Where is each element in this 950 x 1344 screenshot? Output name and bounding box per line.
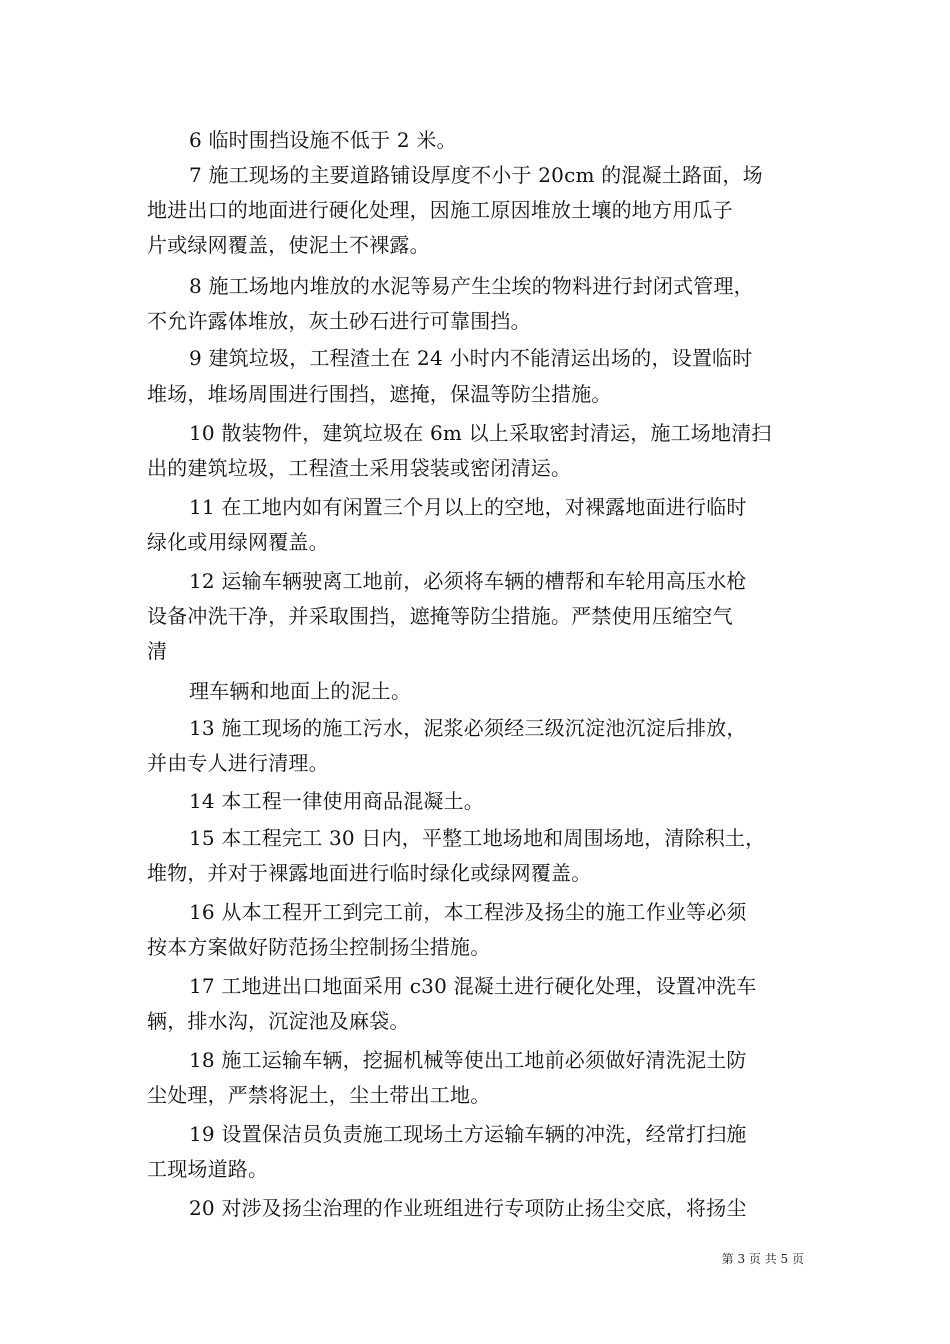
- paragraph-line: 12 运输车辆驶离工地前，必须将车辆的槽帮和车轮用高压水枪: [189, 569, 747, 593]
- paragraph-line: 14 本工程一律使用商品混凝土。: [189, 789, 485, 813]
- paragraph-line: 堆物，并对于裸露地面进行临时绿化或绿网覆盖。: [147, 861, 592, 885]
- paragraph-line: 6 临时围挡设施不低于 2 米。: [189, 128, 457, 152]
- paragraph-line: 18 施工运输车辆，挖掘机械等使出工地前必须做好清洗泥土防: [189, 1048, 747, 1072]
- paragraph-line: 19 设置保洁员负责施工现场土方运输车辆的冲洗，经常打扫施: [189, 1122, 747, 1146]
- paragraph-line: 设备冲洗干净，并采取围挡，遮掩等防尘措施。严禁使用压缩空气: [147, 604, 733, 628]
- paragraph-line: 辆，排水沟，沉淀池及麻袋。: [147, 1009, 410, 1033]
- paragraph-line: 堆场，堆场周围进行围挡，遮掩，保温等防尘措施。: [147, 382, 612, 406]
- paragraph-line: 11 在工地内如有闲置三个月以上的空地，对裸露地面进行临时: [189, 495, 747, 519]
- paragraph-line: 尘处理，严禁将泥土，尘土带出工地。: [147, 1083, 491, 1107]
- paragraph-line: 16 从本工程开工到完工前，本工程涉及扬尘的施工作业等必须: [189, 900, 747, 924]
- paragraph-line: 15 本工程完工 30 日内，平整工地场地和周围场地，清除积土，: [189, 826, 766, 850]
- paragraph-line: 地进出口的地面进行硬化处理，因施工原因堆放土壤的地方用瓜子: [147, 198, 733, 222]
- paragraph-line: 工现场道路。: [147, 1157, 269, 1181]
- paragraph-line: 8 施工场地内堆放的水泥等易产生尘埃的物料进行封闭式管理，: [189, 274, 754, 298]
- paragraph-line: 不允许露体堆放，灰土砂石进行可靠围挡。: [147, 309, 531, 333]
- paragraph-line: 绿化或用绿网覆盖。: [147, 530, 329, 554]
- paragraph-line: 清: [147, 639, 168, 663]
- paragraph-line: 9 建筑垃圾，工程渣土在 24 小时内不能清运出场的，设置临时: [189, 346, 753, 370]
- paragraph-line: 出的建筑垃圾，工程渣土采用袋装或密闭清运。: [147, 456, 572, 480]
- paragraph-line: 17 工地进出口地面采用 c30 混凝土进行硬化处理，设置冲洗车: [189, 974, 757, 998]
- paragraph-line: 20 对涉及扬尘治理的作业班组进行专项防止扬尘交底，将扬尘: [189, 1196, 747, 1220]
- paragraph-line: 并由专人进行清理。: [147, 751, 329, 775]
- paragraph-line: 理车辆和地面上的泥土。: [189, 679, 412, 703]
- paragraph-line: 10 散装物件，建筑垃圾在 6m 以上采取密封清运，施工场地清扫: [189, 421, 772, 445]
- page-number: 第 3 页 共 5 页: [721, 1252, 804, 1266]
- paragraph-line: 7 施工现场的主要道路铺设厚度不小于 20cm 的混凝土路面，场: [189, 163, 763, 187]
- paragraph-line: 13 施工现场的施工污水，泥浆必须经三级沉淀池沉淀后排放，: [189, 716, 747, 740]
- paragraph-line: 按本方案做好防范扬尘控制扬尘措施。: [147, 935, 491, 959]
- paragraph-line: 片或绿网覆盖，使泥土不裸露。: [147, 233, 430, 257]
